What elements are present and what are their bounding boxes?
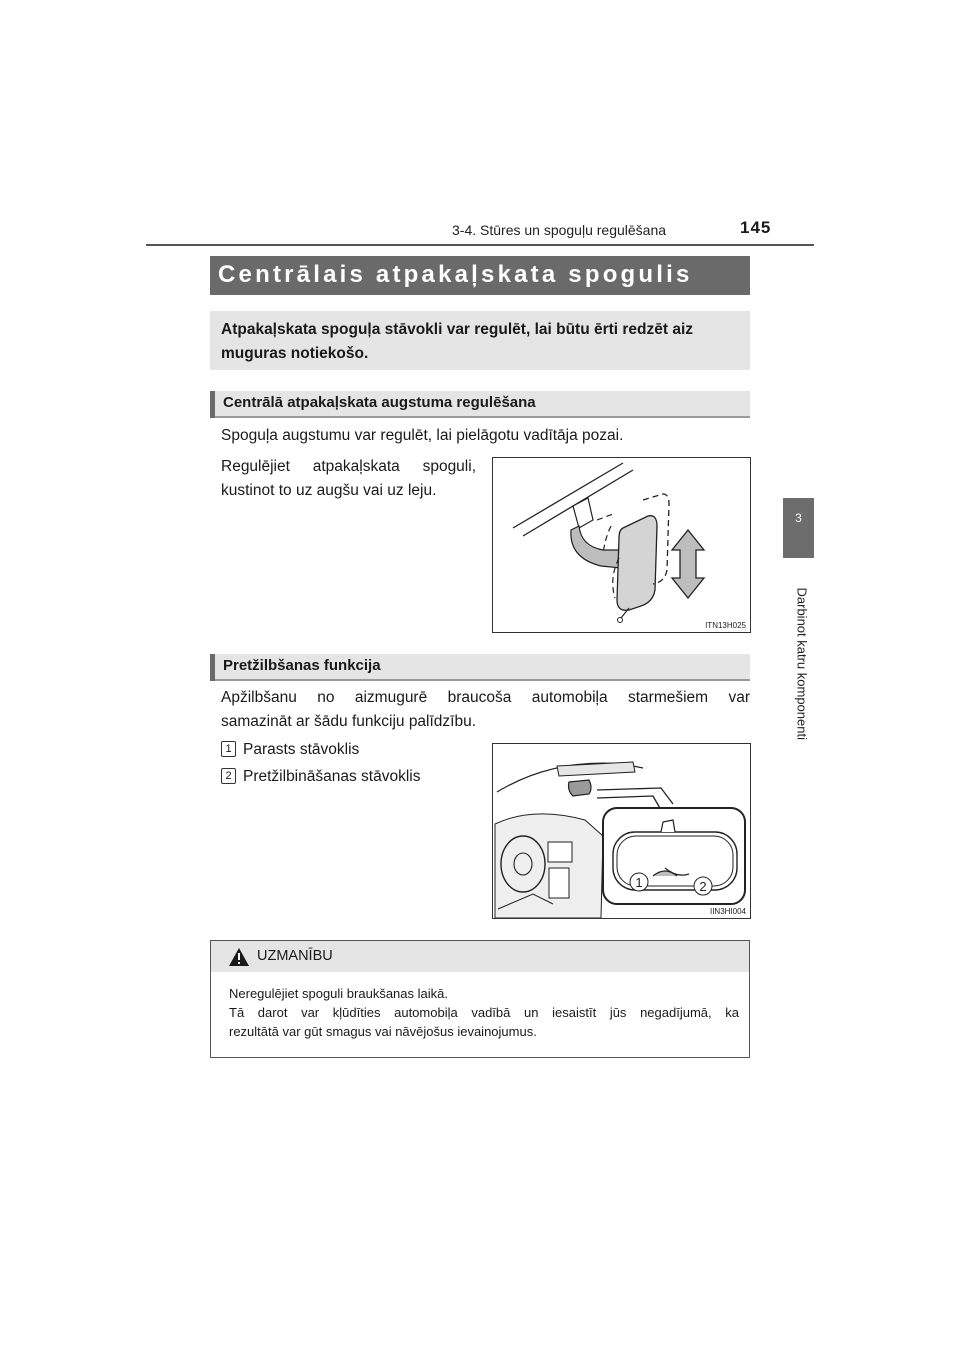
caution-box [210, 940, 750, 1058]
antiglare-illustration [493, 744, 750, 918]
figure-label-2: 2 [699, 879, 707, 894]
intro-text: Atpakaļskata spoguļa stāvokli var regulēt, lai būtu ērti redzēt aiz muguras notiekošo. [221, 321, 694, 362]
caution-line-1: Neregulējiet spoguli braukšanas laikā. [229, 986, 448, 1001]
item-number: 1 [221, 741, 236, 757]
height-text-2a: Regulējiet atpakaļskata spoguli, [221, 458, 476, 475]
caution-line-3: rezultātā var gūt smagus vai nāvējošus ievainojumus. [229, 1024, 537, 1039]
page-title-bar [210, 256, 750, 295]
height-heading-text: Centrālā atpakaļskata augstuma regulēšana [223, 394, 536, 411]
section-title: 3-4. Stūres un spoguļu regulēšana [452, 222, 667, 238]
intro-box [210, 311, 750, 370]
item-label: Pretžilbināšanas stāvoklis [243, 768, 421, 785]
item-number: 2 [221, 768, 236, 784]
figure-code: IIN3HI004 [709, 907, 746, 916]
height-text-2b: kustinot to uz augšu vai uz leju. [221, 482, 437, 499]
height-text-1: Spoguļa augstumu var regulēt, lai pielāgotu vadītāja pozai. [221, 427, 624, 444]
antiglare-heading [210, 654, 750, 681]
warning-icon [228, 947, 250, 967]
chapter-label: Darbinot katru komponenti [794, 587, 810, 740]
caution-header [211, 941, 749, 972]
item-label: Parasts stāvoklis [243, 741, 360, 758]
antiglare-figure [492, 743, 751, 919]
caution-body [229, 984, 739, 1041]
header-rule [146, 244, 814, 246]
caution-title: UZMANĪBU [257, 948, 333, 964]
mirror-height-figure [492, 457, 751, 633]
antiglare-text-1: Apžilbšanu no aizmugurē braucoša automobiļa starmešiem var [221, 689, 750, 706]
height-heading [210, 391, 750, 418]
figure-code: ITN13H025 [705, 621, 746, 630]
antiglare-heading-text: Pretžilbšanas funkcija [223, 657, 381, 674]
page-number: 145 [740, 218, 772, 237]
chapter-tab: 3 [783, 498, 814, 558]
page-title: Centrālais atpakaļskata spogulis [218, 261, 693, 288]
mirror-height-illustration [493, 458, 750, 632]
caution-line-2: Tā darot var kļūdīties automobiļa vadībā un iesaistīt jūs negadījumā, ka [229, 1005, 739, 1020]
figure-label-1: 1 [635, 875, 643, 890]
antiglare-text-2: samazināt ar šādu funkciju palīdzību. [221, 713, 477, 730]
